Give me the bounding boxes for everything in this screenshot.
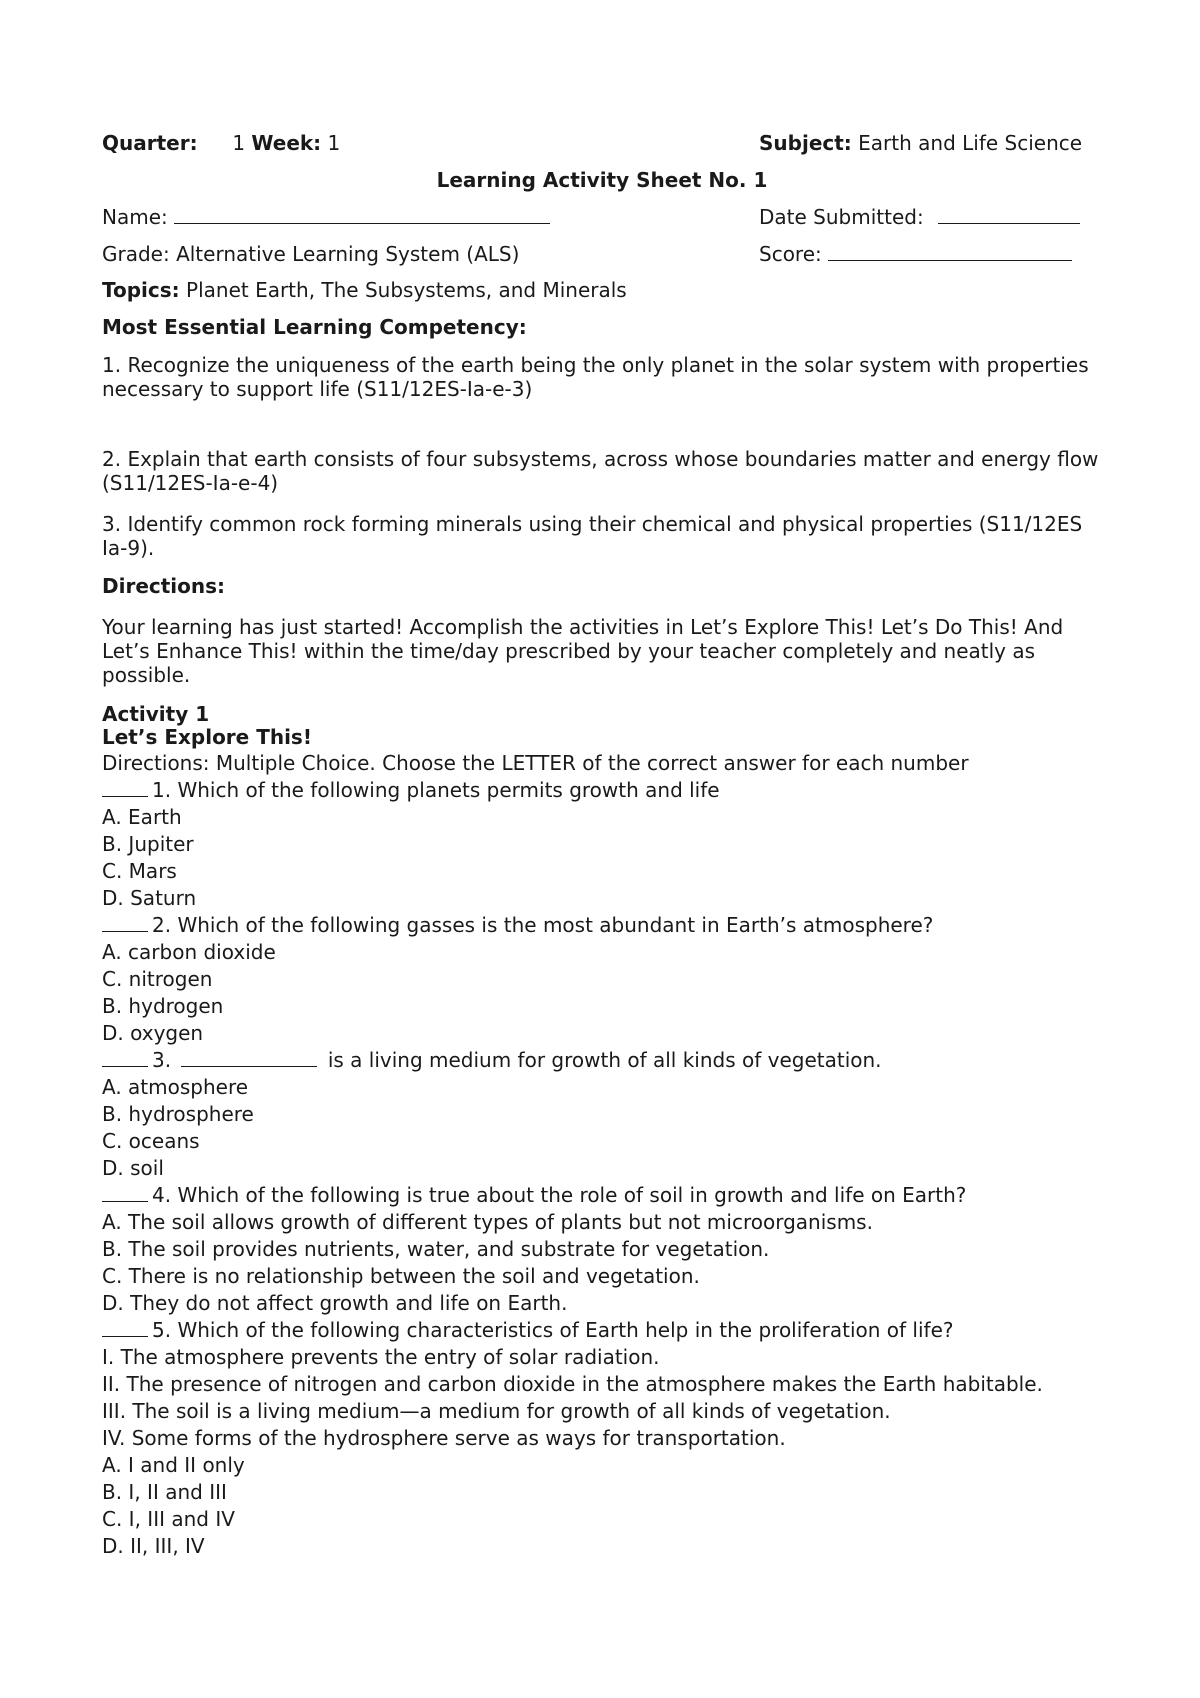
subject-label: Subject: [759, 131, 852, 155]
name-label: Name: [102, 205, 168, 229]
topics-value: Planet Earth, The Subsystems, and Minerals [186, 278, 627, 302]
option: C. There is no relationship between the soil and vegetation. [102, 1264, 700, 1288]
question-3 [102, 1048, 882, 1073]
week-value: 1 [327, 131, 341, 155]
answer-blank[interactable] [102, 913, 148, 932]
score-field[interactable] [828, 242, 1072, 261]
option: B. hydrogen [102, 994, 224, 1018]
competency-item: 2. Explain that earth consists of four subsystems, across whose boundaries matter and energy flow (S11/12ES-Ia-e-4) [102, 447, 1099, 495]
answer-blank[interactable] [102, 1318, 148, 1337]
topics-label: Topics: [102, 278, 180, 302]
answer-blank[interactable] [102, 778, 148, 797]
quarter-label: Quarter: [102, 131, 198, 155]
option: C. oceans [102, 1129, 200, 1153]
competency-item: 1. Recognize the uniqueness of the earth being the only planet in the solar system with properties necessary to support life (S11/12ES-Ia-e-3) [102, 353, 1089, 401]
activity-subtitle: Let’s Explore This! [102, 725, 312, 749]
question-suffix: is a living medium for growth of all kinds of vegetation. [327, 1048, 882, 1072]
option: A. I and II only [102, 1453, 245, 1477]
name-line [102, 205, 550, 230]
name-field[interactable] [174, 205, 550, 224]
question-text: 2. Which of the following gasses is the most abundant in Earth’s atmosphere? [152, 913, 934, 937]
option: D. soil [102, 1156, 164, 1180]
option: A. carbon dioxide [102, 940, 276, 964]
option: A. Earth [102, 805, 182, 829]
question-text: 1. Which of the following planets permits growth and life [152, 778, 720, 802]
option: D. II, III, IV [102, 1534, 205, 1558]
question-1 [102, 778, 720, 803]
quarter-value: 1 [232, 131, 246, 155]
statement: III. The soil is a living medium—a medium for growth of all kinds of vegetation. [102, 1399, 891, 1423]
option: D. They do not affect growth and life on Earth. [102, 1291, 568, 1315]
score-line [759, 242, 1072, 267]
quarter-week-line [102, 131, 340, 156]
answer-blank[interactable] [102, 1048, 148, 1067]
question-4 [102, 1183, 966, 1208]
subject-line [759, 131, 1082, 156]
option: D. oxygen [102, 1021, 204, 1045]
competency-heading: Most Essential Learning Competency: [102, 315, 527, 339]
question-5 [102, 1318, 954, 1343]
question-2 [102, 913, 933, 938]
option: B. Jupiter [102, 832, 194, 856]
subject-value: Earth and Life Science [858, 131, 1083, 155]
date-line [759, 205, 1080, 230]
option: C. I, III and IV [102, 1507, 235, 1531]
option: B. hydrosphere [102, 1102, 254, 1126]
statement: IV. Some forms of the hydrosphere serve as ways for transportation. [102, 1426, 786, 1450]
statement: II. The presence of nitrogen and carbon dioxide in the atmosphere makes the Earth habitable. [102, 1372, 1043, 1396]
option: B. I, II and III [102, 1480, 227, 1504]
date-label: Date Submitted: [759, 205, 924, 229]
activity-instructions: Directions: Multiple Choice. Choose the LETTER of the correct answer for each number [102, 751, 969, 775]
grade-line: Grade: Alternative Learning System (ALS) [102, 242, 520, 266]
sheet-title: Learning Activity Sheet No. 1 [436, 168, 768, 192]
week-label: Week: [251, 131, 322, 155]
activity-title: Activity 1 [102, 702, 210, 726]
question-text: 5. Which of the following characteristics of Earth help in the proliferation of life? [152, 1318, 954, 1342]
option: D. Saturn [102, 886, 197, 910]
directions-text: Your learning has just started! Accomplish the activities in Let’s Explore This! Let’s Do This! And Let’s Enhance This! within the time/day prescribed by your teacher completely and neatly as possible. [102, 615, 1064, 687]
date-field[interactable] [938, 205, 1080, 224]
fill-in-blank[interactable] [181, 1048, 317, 1067]
topics-line [102, 278, 627, 303]
score-label: Score: [759, 242, 822, 266]
statement: I. The atmosphere prevents the entry of solar radiation. [102, 1345, 660, 1369]
option: A. atmosphere [102, 1075, 249, 1099]
question-text: 4. Which of the following is true about the role of soil in growth and life on Earth? [152, 1183, 967, 1207]
option: A. The soil allows growth of different types of plants but not microorganisms. [102, 1210, 873, 1234]
option: B. The soil provides nutrients, water, and substrate for vegetation. [102, 1237, 770, 1261]
option: C. Mars [102, 859, 177, 883]
directions-heading: Directions: [102, 574, 226, 598]
question-prefix: 3. [152, 1048, 172, 1072]
competency-item: 3. Identify common rock forming minerals using their chemical and physical properties (S11/12ES Ia-9). [102, 512, 1083, 560]
answer-blank[interactable] [102, 1183, 148, 1202]
option: C. nitrogen [102, 967, 213, 991]
